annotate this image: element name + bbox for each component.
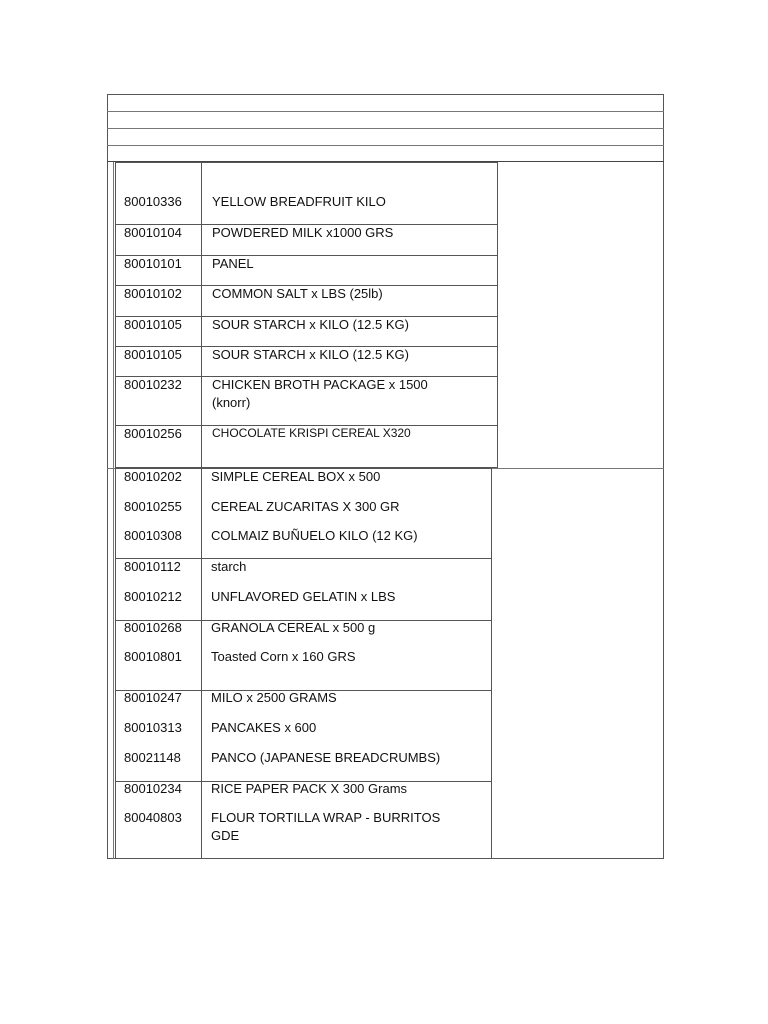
product-description: CEREAL ZUCARITAS X 300 GR xyxy=(211,499,400,514)
product-code: 80010268 xyxy=(124,620,182,635)
product-code: 80010255 xyxy=(124,499,182,514)
product-code: 80010256 xyxy=(124,426,182,441)
left-inner-rule xyxy=(113,162,114,859)
product-code: 80010202 xyxy=(124,469,182,484)
product-description: MILO x 2500 GRAMS xyxy=(211,690,337,705)
product-code: 80010247 xyxy=(124,690,182,705)
product-code: 80010336 xyxy=(124,194,182,209)
product-description: SOUR STARCH x KILO (12.5 KG) xyxy=(212,347,409,362)
product-description: GRANOLA CEREAL x 500 g xyxy=(211,620,376,635)
product-code: 80040803 xyxy=(124,810,182,825)
product-description: starch xyxy=(211,559,247,574)
product-code: 80010308 xyxy=(124,528,182,543)
product-description: YELLOW BREADFRUIT KILO xyxy=(212,194,386,209)
product-description: Toasted Corn x 160 GRS xyxy=(211,649,356,664)
header-divider xyxy=(107,145,664,146)
product-code: 80010102 xyxy=(124,286,182,301)
product-description: PANCAKES x 600 xyxy=(211,720,317,735)
header-divider xyxy=(107,111,664,112)
product-code: 80010112 xyxy=(124,559,181,574)
product-code: 80010232 xyxy=(124,377,182,392)
product-code: 80010104 xyxy=(124,225,182,240)
product-description: RICE PAPER PACK X 300 Grams xyxy=(211,781,408,796)
product-description: COMMON SALT x LBS (25lb) xyxy=(212,286,383,301)
product-description: COLMAIZ BUÑUELO KILO (12 KG) xyxy=(211,528,418,543)
product-description: CHICKEN BROTH PACKAGE x 1500 (knorr) xyxy=(212,377,428,410)
product-description: PANCO (JAPANESE BREADCRUMBS) xyxy=(211,750,441,765)
product-code: 80010212 xyxy=(124,589,182,604)
header-divider xyxy=(107,128,664,129)
product-code: 80021148 xyxy=(124,750,181,765)
product-code: 80010105 xyxy=(124,317,182,332)
product-description: CHOCOLATE KRISPI CEREAL X320 xyxy=(212,426,411,440)
column-divider xyxy=(201,468,202,859)
product-description: POWDERED MILK x1000 GRS xyxy=(212,225,394,240)
column-divider xyxy=(201,162,202,468)
product-description: UNFLAVORED GELATIN x LBS xyxy=(211,589,396,604)
product-description: SIMPLE CEREAL BOX x 500 xyxy=(211,469,381,484)
product-description: FLOUR TORTILLA WRAP - BURRITOS GDE xyxy=(211,810,441,843)
product-code: 80010313 xyxy=(124,720,182,735)
product-code: 80010105 xyxy=(124,347,182,362)
product-code: 80010234 xyxy=(124,781,182,796)
product-code: 80010801 xyxy=(124,649,182,664)
product-code: 80010101 xyxy=(124,256,182,271)
product-description: PANEL xyxy=(212,256,254,271)
product-description: SOUR STARCH x KILO (12.5 KG) xyxy=(212,317,409,332)
